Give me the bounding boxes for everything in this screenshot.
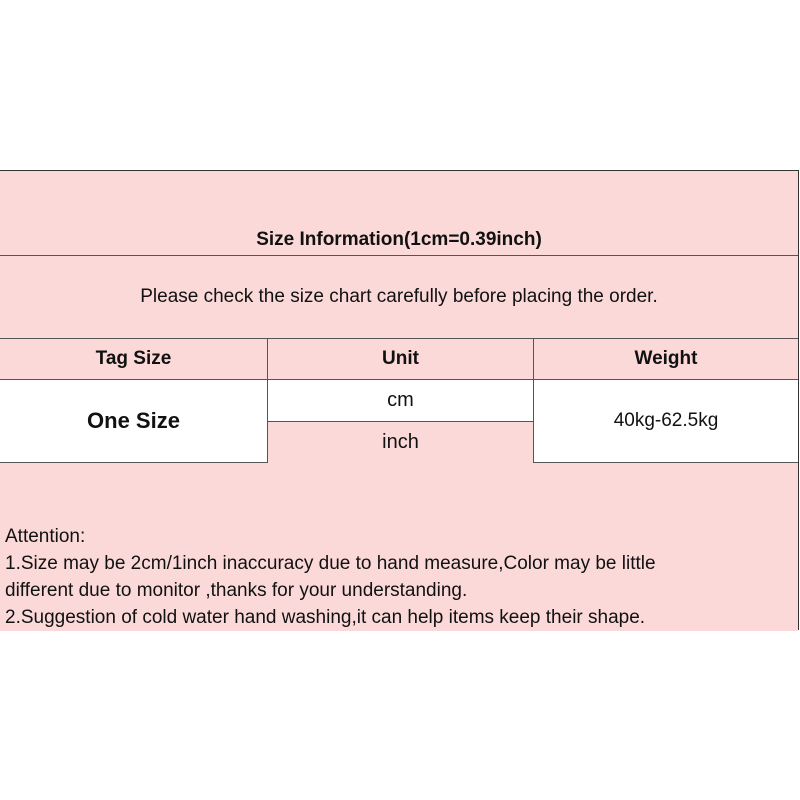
title-row [0, 171, 798, 256]
header-weight: Weight [533, 339, 798, 379]
attention-notes [5, 523, 788, 631]
table-header-row [0, 339, 798, 380]
attention-row [0, 463, 798, 631]
size-notice: Please check the size chart carefully before placing the order. [140, 286, 658, 307]
attention-line: 2.Suggestion of cold water hand washing,it can help items keep their shape. [5, 607, 646, 628]
unit-cell [267, 380, 533, 462]
notice-row [0, 256, 798, 339]
unit-cm: cm [268, 380, 533, 422]
size-chart [0, 170, 799, 630]
header-tag-size: Tag Size [95, 348, 172, 369]
attention-heading: Attention: [5, 526, 86, 547]
attention-line: 1.Size may be 2cm/1inch inaccuracy due to hand measure,Color may be little [5, 553, 656, 574]
attention-line: different due to monitor ,thanks for your understanding. [5, 580, 468, 601]
weight-value: 40kg-62.5kg [533, 380, 798, 462]
unit-inch: inch [268, 422, 533, 463]
header-unit: Unit [267, 339, 533, 379]
size-info-title: Size Information(1cm=0.39inch) [256, 229, 542, 250]
table-row [0, 380, 798, 463]
tag-size-value: One Size [87, 408, 180, 433]
